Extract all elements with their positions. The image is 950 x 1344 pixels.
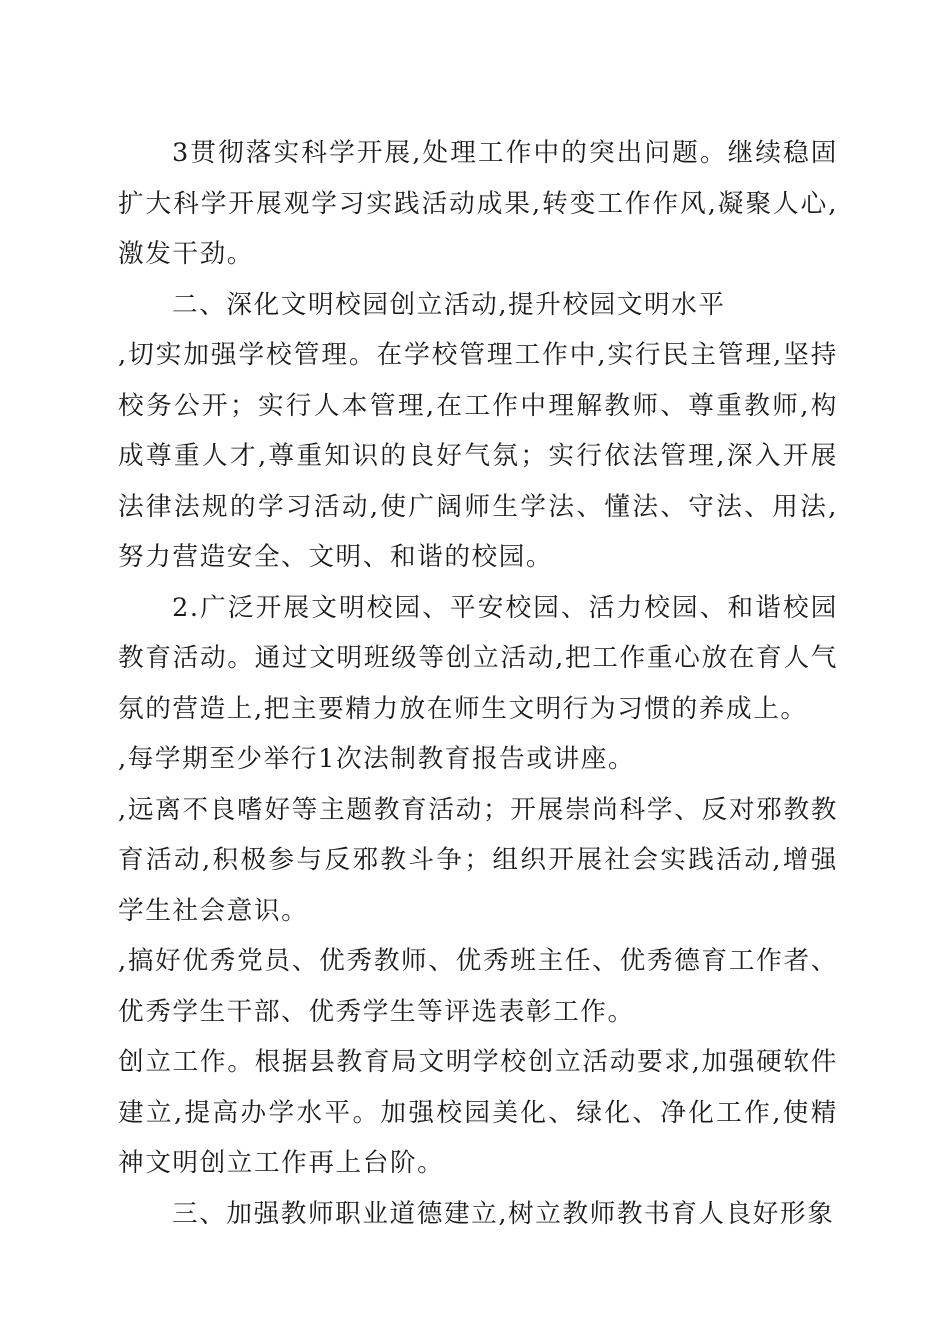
paragraph: ,远离不良嗜好等主题教育活动；开展崇尚科学、反对邪教教育活动,积极参与反邪教斗争；组织开展社会实践活动,增强学生社会意识。	[118, 794, 838, 926]
paragraph: ,每学期至少举行1次法制教育报告或讲座。	[118, 744, 636, 774]
document-body	[118, 128, 838, 1239]
paragraph: 创立工作。根据县教育局文明学校创立活动要求,加强硬软件建立,提高办学水平。加强校园美化、绿化、净化工作,使精神文明创立工作再上台阶。	[118, 1047, 838, 1178]
paragraph: 2.广泛开展文明校园、平安校园、活力校园、和谐校园教育活动。通过文明班级等创立活动,把工作重心放在育人气氛的营造上,把主要精力放在师生文明行为习惯的养成上。	[118, 592, 838, 724]
paragraph: ,搞好优秀党员、优秀教师、优秀班主任、优秀德育工作者、优秀学生干部、优秀学生等评选表彰工作。	[118, 946, 838, 1027]
paragraph: ,切实加强学校管理。在学校管理工作中,实行民主管理,坚持校务公开；实行人本管理,在工作中理解教师、尊重教师,构成尊重人才,尊重知识的良好气氛；实行依法管理,深入开展法律法规的学习活动,使广阔师生学法、懂法、守法、用法,努力营造安全、文明、和谐的校园。	[118, 340, 838, 572]
paragraph: 3贯彻落实科学开展,处理工作中的突出问题。继续稳固扩大科学开展观学习实践活动成果,转变工作作风,凝聚人心,激发干劲。	[118, 138, 838, 269]
section-heading: 三、加强教师职业道德建立,树立教师教书育人良好形象	[172, 1198, 835, 1229]
section-heading: 二、深化文明校园创立活动,提升校园文明水平	[172, 289, 726, 320]
